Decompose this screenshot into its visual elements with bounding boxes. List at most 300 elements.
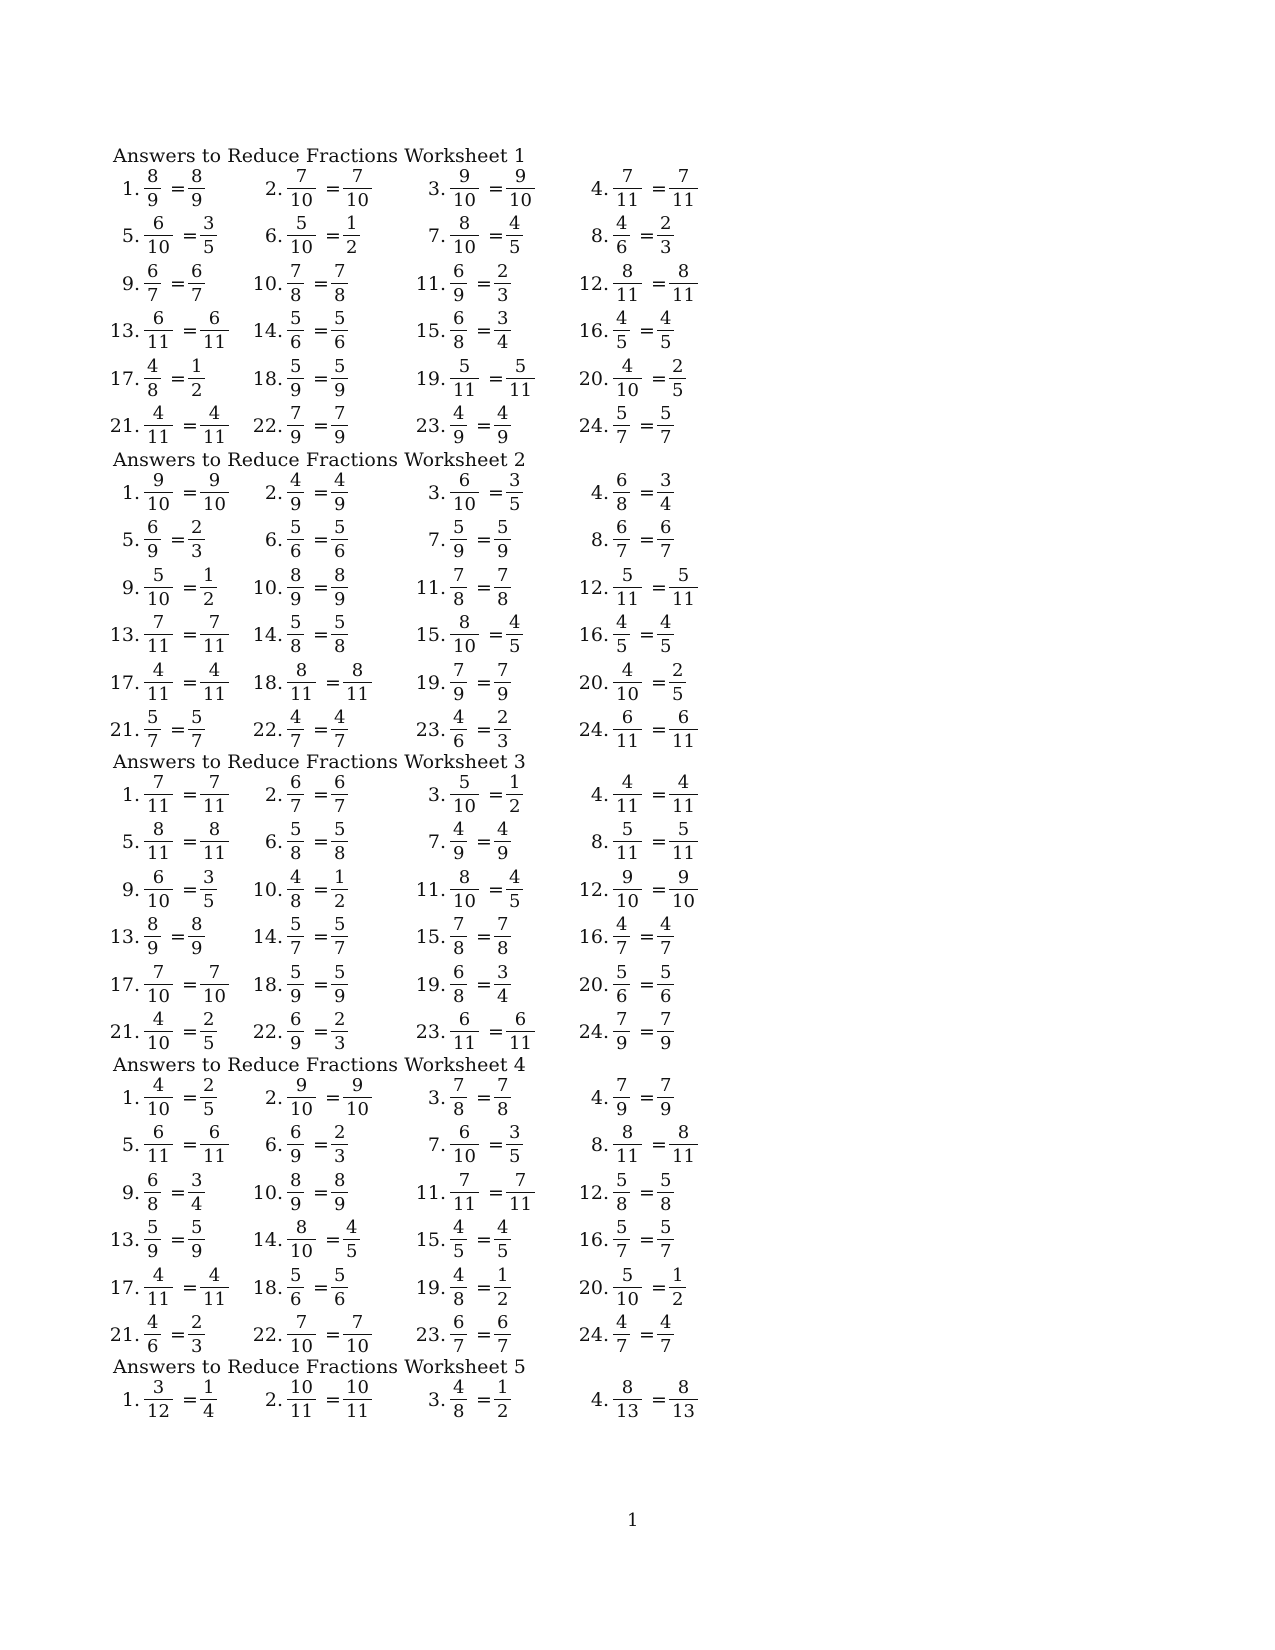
denominator: 11 <box>147 1146 170 1168</box>
fraction-bar <box>287 634 304 635</box>
problem-number: 11. <box>415 878 446 901</box>
numerator: 5 <box>152 564 165 586</box>
reduced-fraction <box>657 213 674 259</box>
numerator: 6 <box>290 772 302 793</box>
problem-item <box>100 517 230 563</box>
fraction-bar <box>200 492 229 493</box>
denominator: 10 <box>346 1099 369 1120</box>
denominator: 11 <box>672 731 695 752</box>
numerator: 2 <box>497 707 509 728</box>
numerator: 8 <box>208 819 221 841</box>
original-fraction <box>287 356 304 402</box>
denominator: 9 <box>453 284 465 306</box>
problem-item <box>243 565 373 611</box>
numerator: 6 <box>152 308 165 330</box>
fraction-bar <box>450 729 467 730</box>
original-fraction <box>613 1122 642 1168</box>
equals-sign: = <box>182 671 198 694</box>
fraction-bar <box>331 378 348 379</box>
reduced-fraction <box>657 1312 674 1358</box>
problem-number: 11. <box>415 576 446 599</box>
fraction-bar <box>144 330 173 331</box>
problem-number: 16. <box>578 320 609 343</box>
numerator: 6 <box>453 308 465 330</box>
denominator: 7 <box>616 938 628 960</box>
fraction-bar <box>494 1334 511 1335</box>
numerator: 3 <box>497 308 509 330</box>
numerator: 4 <box>497 1217 509 1239</box>
denominator: 7 <box>334 731 346 752</box>
fraction-bar <box>494 1399 511 1400</box>
denominator: 8 <box>453 938 465 960</box>
equals-sign: = <box>476 1229 492 1252</box>
problem-item <box>569 1312 699 1358</box>
denominator: 11 <box>346 683 369 705</box>
original-fraction <box>450 772 479 818</box>
reduced-fraction <box>657 1170 674 1216</box>
equals-sign: = <box>639 1021 655 1043</box>
equals-sign: = <box>476 671 492 694</box>
problem-item <box>406 166 536 212</box>
fraction-bar <box>188 188 205 189</box>
numerator: 4 <box>152 1009 165 1030</box>
numerator: 7 <box>152 961 165 983</box>
denominator: 11 <box>203 796 226 817</box>
denominator: 5 <box>346 1241 358 1263</box>
problem-item <box>100 1170 230 1216</box>
fraction-bar <box>450 984 467 985</box>
numerator: 1 <box>203 1377 215 1398</box>
original-fraction <box>613 660 642 706</box>
numerator: 6 <box>514 1009 527 1030</box>
numerator: 6 <box>616 470 628 491</box>
denominator: 7 <box>453 1336 465 1357</box>
numerator: 6 <box>458 1122 471 1144</box>
reduced-fraction <box>331 867 348 913</box>
fraction-bar <box>144 425 173 426</box>
numerator: 5 <box>616 403 628 424</box>
numerator: 6 <box>147 260 159 282</box>
numerator: 7 <box>152 612 165 634</box>
fraction-bar <box>144 539 161 540</box>
denominator: 11 <box>509 1033 532 1054</box>
fraction-bar <box>144 984 173 985</box>
numerator: 6 <box>290 1122 302 1144</box>
original-fraction <box>613 1312 630 1358</box>
original-fraction <box>144 962 173 1008</box>
problem-number: 1. <box>121 482 140 504</box>
problem-item <box>406 1217 536 1263</box>
problem-item <box>100 1075 230 1121</box>
problem-item <box>569 261 699 307</box>
denominator: 8 <box>334 284 346 306</box>
reduced-fraction <box>188 166 205 212</box>
problem-number: 1. <box>121 1087 140 1109</box>
problem-item <box>100 1312 230 1358</box>
problem-item <box>406 660 536 706</box>
problem-item <box>100 914 230 960</box>
numerator: 9 <box>351 1075 364 1096</box>
equals-sign: = <box>639 415 655 437</box>
numerator: 1 <box>497 1377 509 1398</box>
equals-sign: = <box>488 1134 504 1157</box>
fraction-bar <box>331 587 348 588</box>
numerator: 7 <box>295 1312 308 1333</box>
original-fraction <box>144 308 173 354</box>
numerator: 8 <box>152 819 165 841</box>
reduced-fraction <box>331 308 348 354</box>
fraction-bar <box>657 539 674 540</box>
numerator: 5 <box>334 308 346 330</box>
reduced-fraction <box>200 660 229 706</box>
problem-number: 14. <box>252 1229 283 1252</box>
reduced-fraction <box>669 1122 698 1168</box>
denominator: 5 <box>203 237 215 259</box>
denominator: 5 <box>203 890 215 912</box>
fraction-bar <box>613 936 630 937</box>
fraction-bar <box>450 330 467 331</box>
denominator: 2 <box>334 890 346 912</box>
equals-sign: = <box>325 1229 341 1252</box>
denominator: 7 <box>290 796 302 817</box>
reduced-fraction <box>200 1009 217 1055</box>
problem-item <box>569 1075 699 1121</box>
reduced-fraction <box>331 819 348 865</box>
equals-sign: = <box>476 973 492 996</box>
original-fraction <box>287 213 316 259</box>
numerator: 7 <box>497 659 509 681</box>
reduced-fraction <box>200 308 229 354</box>
denominator: 5 <box>203 1099 215 1120</box>
problem-number: 20. <box>578 671 609 694</box>
problem-item <box>406 707 536 753</box>
problem-item <box>243 403 373 449</box>
equals-sign: = <box>651 831 667 854</box>
equals-sign: = <box>313 320 329 343</box>
original-fraction <box>450 213 479 259</box>
problem-number: 22. <box>252 719 283 741</box>
denominator: 12 <box>147 1401 170 1422</box>
problem-number: 4. <box>590 178 609 200</box>
denominator: 10 <box>616 890 639 912</box>
numerator: 4 <box>334 707 346 728</box>
numerator: 5 <box>616 1217 628 1239</box>
problem-item <box>100 1122 230 1168</box>
reduced-fraction <box>506 867 523 913</box>
denominator: 9 <box>147 541 159 563</box>
numerator: 5 <box>290 914 302 936</box>
reduced-fraction <box>200 1265 229 1311</box>
problem-item <box>406 914 536 960</box>
numerator: 5 <box>616 961 628 983</box>
denominator: 4 <box>497 332 509 354</box>
fraction-bar <box>450 634 479 635</box>
numerator: 2 <box>191 1312 203 1333</box>
fraction-bar <box>144 492 173 493</box>
problem-number: 18. <box>252 671 283 694</box>
fraction-bar <box>506 1031 535 1032</box>
numerator: 9 <box>208 470 221 491</box>
fraction-bar <box>657 1031 674 1032</box>
numerator: 8 <box>677 1122 690 1144</box>
denominator: 9 <box>290 1146 302 1168</box>
denominator: 11 <box>203 1288 226 1310</box>
equals-sign: = <box>476 831 492 854</box>
problem-number: 6. <box>264 1134 283 1157</box>
denominator: 9 <box>191 1241 203 1263</box>
page-number: 1 <box>627 1510 639 1531</box>
original-fraction <box>144 914 161 960</box>
numerator: 4 <box>509 866 521 888</box>
reduced-fraction <box>331 962 348 1008</box>
numerator: 5 <box>334 914 346 936</box>
problem-number: 17. <box>109 367 140 390</box>
fraction-bar <box>613 889 642 890</box>
numerator: 8 <box>677 1377 690 1398</box>
original-fraction <box>287 612 304 658</box>
denominator: 7 <box>660 427 672 448</box>
numerator: 7 <box>458 1169 471 1191</box>
numerator: 4 <box>152 1264 165 1286</box>
numerator: 7 <box>351 1312 364 1333</box>
original-fraction <box>287 565 304 611</box>
denominator: 11 <box>453 379 476 401</box>
section-heading: Answers to Reduce Fractions Worksheet 3 <box>113 751 526 773</box>
problem-number: 21. <box>109 415 140 437</box>
denominator: 2 <box>203 588 215 610</box>
fraction-bar <box>669 1399 698 1400</box>
equals-sign: = <box>488 878 504 901</box>
fraction-bar <box>200 984 229 985</box>
reduced-fraction <box>200 819 229 865</box>
fraction-bar <box>287 1144 304 1145</box>
denominator: 6 <box>147 1336 159 1357</box>
reduced-fraction <box>343 213 360 259</box>
fraction-bar <box>144 1239 161 1240</box>
fraction-bar <box>144 188 161 189</box>
original-fraction <box>613 1217 630 1263</box>
numerator: 4 <box>152 1075 165 1096</box>
fraction-bar <box>657 1097 674 1098</box>
numerator: 5 <box>660 403 672 424</box>
fraction-bar <box>287 235 316 236</box>
reduced-fraction <box>657 1009 674 1055</box>
denominator: 2 <box>509 796 521 817</box>
numerator: 9 <box>295 1075 308 1096</box>
problem-item <box>243 308 373 354</box>
equals-sign: = <box>651 719 667 741</box>
fraction-bar <box>144 889 173 890</box>
denominator: 6 <box>616 985 628 1007</box>
denominator: 10 <box>290 237 313 259</box>
original-fraction <box>613 772 642 818</box>
denominator: 5 <box>203 1033 215 1054</box>
problem-item <box>569 962 699 1008</box>
equals-sign: = <box>639 529 655 552</box>
reduced-fraction <box>200 962 229 1008</box>
fraction-bar <box>613 330 630 331</box>
problem-item <box>243 1122 373 1168</box>
original-fraction <box>287 867 304 913</box>
fraction-bar <box>613 1239 630 1240</box>
reduced-fraction <box>200 867 217 913</box>
fraction-bar <box>450 889 479 890</box>
reduced-fraction <box>343 660 372 706</box>
numerator: 1 <box>509 772 521 793</box>
reduced-fraction <box>200 772 229 818</box>
problem-item <box>100 1009 230 1055</box>
reduced-fraction <box>188 914 205 960</box>
original-fraction <box>613 1075 630 1121</box>
fraction-bar <box>144 634 173 635</box>
denominator: 10 <box>290 1336 313 1357</box>
reduced-fraction <box>494 914 511 960</box>
problem-number: 7. <box>427 225 446 248</box>
original-fraction <box>450 403 467 449</box>
denominator: 10 <box>290 1241 313 1263</box>
fraction-bar <box>287 425 304 426</box>
denominator: 11 <box>147 636 170 658</box>
problem-number: 5. <box>121 1134 140 1157</box>
reduced-fraction <box>331 1122 348 1168</box>
fraction-bar <box>506 378 535 379</box>
denominator: 2 <box>672 1288 684 1310</box>
problem-item <box>406 565 536 611</box>
problem-item <box>406 470 536 516</box>
problem-number: 24. <box>578 1021 609 1043</box>
problem-number: 3. <box>427 784 446 806</box>
fraction-bar <box>144 729 161 730</box>
denominator: 11 <box>616 284 639 306</box>
numerator: 3 <box>203 213 215 235</box>
fraction-bar <box>669 587 698 588</box>
problem-item <box>569 612 699 658</box>
fraction-bar <box>613 235 630 236</box>
problem-item <box>100 213 230 259</box>
problem-item <box>569 308 699 354</box>
fraction-bar <box>506 188 535 189</box>
fraction-bar <box>450 1399 467 1400</box>
fraction-bar <box>613 1192 630 1193</box>
numerator: 7 <box>616 1075 628 1096</box>
reduced-fraction <box>331 470 348 516</box>
reduced-fraction <box>657 517 674 563</box>
numerator: 7 <box>152 772 165 793</box>
denominator: 11 <box>672 1146 695 1168</box>
original-fraction <box>450 962 467 1008</box>
denominator: 9 <box>334 1193 346 1215</box>
problem-item <box>243 213 373 259</box>
reduced-fraction <box>331 772 348 818</box>
section-heading: Answers to Reduce Fractions Worksheet 4 <box>113 1054 526 1076</box>
denominator: 9 <box>497 541 509 563</box>
fraction-bar <box>450 1031 479 1032</box>
denominator: 9 <box>334 379 346 401</box>
problem-item <box>569 1170 699 1216</box>
denominator: 2 <box>497 1401 509 1422</box>
original-fraction <box>450 1265 467 1311</box>
denominator: 8 <box>290 890 302 912</box>
equals-sign: = <box>170 719 186 741</box>
problem-number: 15. <box>415 926 446 949</box>
equals-sign: = <box>639 624 655 647</box>
reduced-fraction <box>200 565 217 611</box>
problem-number: 5. <box>121 529 140 552</box>
denominator: 5 <box>509 890 521 912</box>
numerator: 7 <box>677 166 690 187</box>
fraction-bar <box>669 889 698 890</box>
equals-sign: = <box>325 671 341 694</box>
denominator: 5 <box>660 332 672 354</box>
fraction-bar <box>506 794 523 795</box>
problem-number: 1. <box>121 1389 140 1411</box>
denominator: 10 <box>147 1099 170 1120</box>
equals-sign: = <box>651 1276 667 1299</box>
problem-item <box>243 962 373 1008</box>
fraction-bar <box>494 539 511 540</box>
denominator: 5 <box>509 636 521 658</box>
equals-sign: = <box>325 225 341 248</box>
fraction-bar <box>613 283 642 284</box>
denominator: 10 <box>453 237 476 259</box>
equals-sign: = <box>182 415 198 437</box>
numerator: 5 <box>660 961 672 983</box>
original-fraction <box>613 166 642 212</box>
equals-sign: = <box>182 831 198 854</box>
numerator: 7 <box>334 403 346 424</box>
original-fraction <box>613 707 642 753</box>
numerator: 8 <box>290 1169 302 1191</box>
problem-item <box>243 660 373 706</box>
original-fraction <box>144 707 161 753</box>
denominator: 11 <box>616 190 639 211</box>
denominator: 8 <box>290 843 302 865</box>
problem-item <box>406 962 536 1008</box>
numerator: 4 <box>509 213 521 235</box>
numerator: 5 <box>458 772 471 793</box>
equals-sign: = <box>651 671 667 694</box>
fraction-bar <box>506 1192 535 1193</box>
numerator: 4 <box>147 1312 159 1333</box>
denominator: 9 <box>290 427 302 448</box>
problem-item <box>569 517 699 563</box>
numerator: 5 <box>290 1264 302 1286</box>
denominator: 11 <box>290 683 313 705</box>
equals-sign: = <box>488 367 504 390</box>
original-fraction <box>287 166 316 212</box>
denominator: 11 <box>672 843 695 865</box>
numerator: 2 <box>660 213 672 235</box>
problem-item <box>569 356 699 402</box>
problem-number: 23. <box>415 1021 446 1043</box>
original-fraction <box>450 1170 479 1216</box>
reduced-fraction <box>200 470 229 516</box>
problem-item <box>569 867 699 913</box>
numerator: 7 <box>660 1009 672 1030</box>
problem-item <box>243 1217 373 1263</box>
problem-number: 8. <box>590 529 609 552</box>
problem-item <box>406 1377 536 1423</box>
denominator: 11 <box>147 427 170 448</box>
original-fraction <box>613 261 642 307</box>
fraction-bar <box>450 188 479 189</box>
numerator: 7 <box>334 260 346 282</box>
numerator: 10 <box>290 1377 313 1398</box>
problem-item <box>406 867 536 913</box>
fraction-bar <box>343 1239 360 1240</box>
problem-item <box>569 707 699 753</box>
problem-number: 5. <box>121 225 140 248</box>
